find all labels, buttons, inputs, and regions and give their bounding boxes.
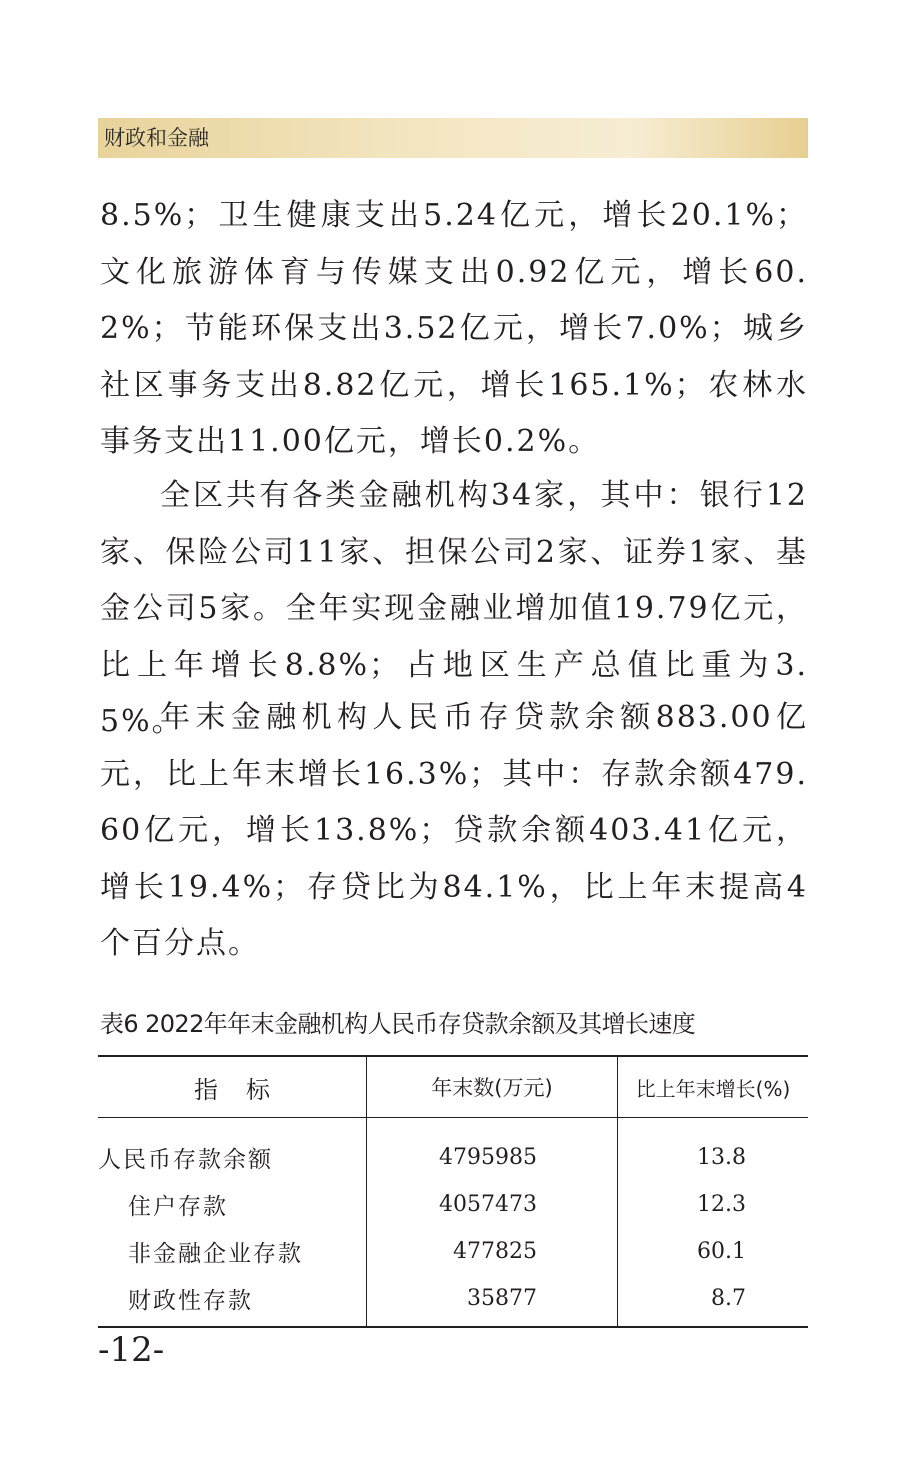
row-value: 477825	[367, 1228, 618, 1275]
row-growth: 12.3	[618, 1181, 809, 1228]
section-title: 财政和金融	[104, 126, 209, 150]
page-number: -12-	[98, 1330, 165, 1370]
row-growth: 13.8	[618, 1118, 809, 1182]
row-growth: 60.1	[618, 1228, 809, 1275]
row-name: 住户存款	[128, 1194, 228, 1220]
header-indicator: 指标	[98, 1056, 367, 1118]
row-name: 财政性存款	[98, 1275, 367, 1327]
row-value: 35877	[367, 1275, 618, 1327]
paragraph-expenditure: 8.5%；卫生健康支出5.24亿元，增长20.1%；文化旅游体育与传媒支出0.92亿元，增长60.2%；节能环保支出3.52亿元，增长7.0%；城乡社区事务支出8.82亿元，增长165.1%；农林水事务支出11.00亿元，增长0.2%。	[100, 198, 808, 459]
row-value: 4795985	[367, 1118, 618, 1182]
paragraph-financial-institutions: 全区共有各类金融机构34家，其中：银行12家、保险公司11家、担保公司2家、证券1家、基金公司5家。全年实现金融业增加值19.79亿元，比上年增长8.8%；占地区生产总值比重为3.5%。	[100, 478, 808, 739]
table-header-row	[98, 1056, 808, 1118]
row-value: 4057473	[367, 1181, 618, 1228]
header-growth: 比上年末增长(%)	[618, 1056, 809, 1118]
row-name: 非金融企业存款	[128, 1241, 303, 1267]
table-caption: 表6 2022年年末金融机构人民币存贷款余额及其增长速度	[100, 1010, 696, 1038]
table-row	[98, 1275, 808, 1327]
table-row	[98, 1228, 808, 1275]
table-row	[98, 1181, 808, 1228]
row-growth: 8.7	[618, 1275, 809, 1327]
row-name: 人民币存款余额	[98, 1147, 273, 1173]
deposit-loan-table	[98, 1055, 808, 1328]
header-year-end-value: 年末数(万元)	[367, 1056, 618, 1118]
table-row	[98, 1118, 808, 1182]
paragraph-deposits-loans: 年末金融机构人民币存贷款余额883.00亿元，比上年末增长16.3%；其中：存款余额479.60亿元，增长13.8%；贷款余额403.41亿元，增长19.4%；存贷比为84.1%，比上年末提高4个百分点。	[100, 700, 808, 961]
section-header-bar	[98, 118, 808, 158]
